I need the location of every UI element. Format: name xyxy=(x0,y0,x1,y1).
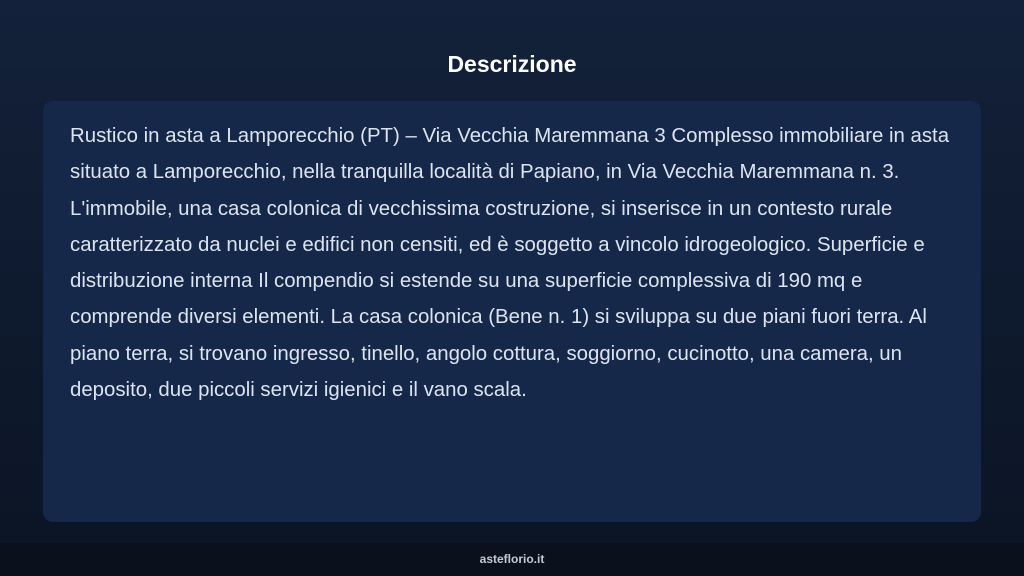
description-text: Rustico in asta a Lamporecchio (PT) – Via Vecchia Maremmana 3 Complesso immobiliare in asta situato a Lamporecchio, nella tranquilla località di Papiano, in Via Vecchia Maremmana n. 3. L'immobile, una casa colonica di vecchissima costruzione, si inserisce in un contesto rurale caratterizzato da nuclei e edifici non censiti, ed è soggetto a vincolo idrogeologico. Superficie e distribuzione interna Il compendio si estende su una superficie complessiva di 190 mq e comprende diversi elementi. La casa colonica (Bene n. 1) si sviluppa su due piani fuori terra. Al piano terra, si trovano ingresso, tinello, angolo cottura, soggiorno, cucinotto, una camera, un deposito, due piccoli servizi igienici e il vano scala. xyxy=(70,125,950,402)
footer-site-label: asteflorio.it xyxy=(479,552,545,566)
page-title: Descrizione xyxy=(447,51,577,77)
description-card xyxy=(43,101,981,522)
footer-bar xyxy=(0,543,1024,576)
